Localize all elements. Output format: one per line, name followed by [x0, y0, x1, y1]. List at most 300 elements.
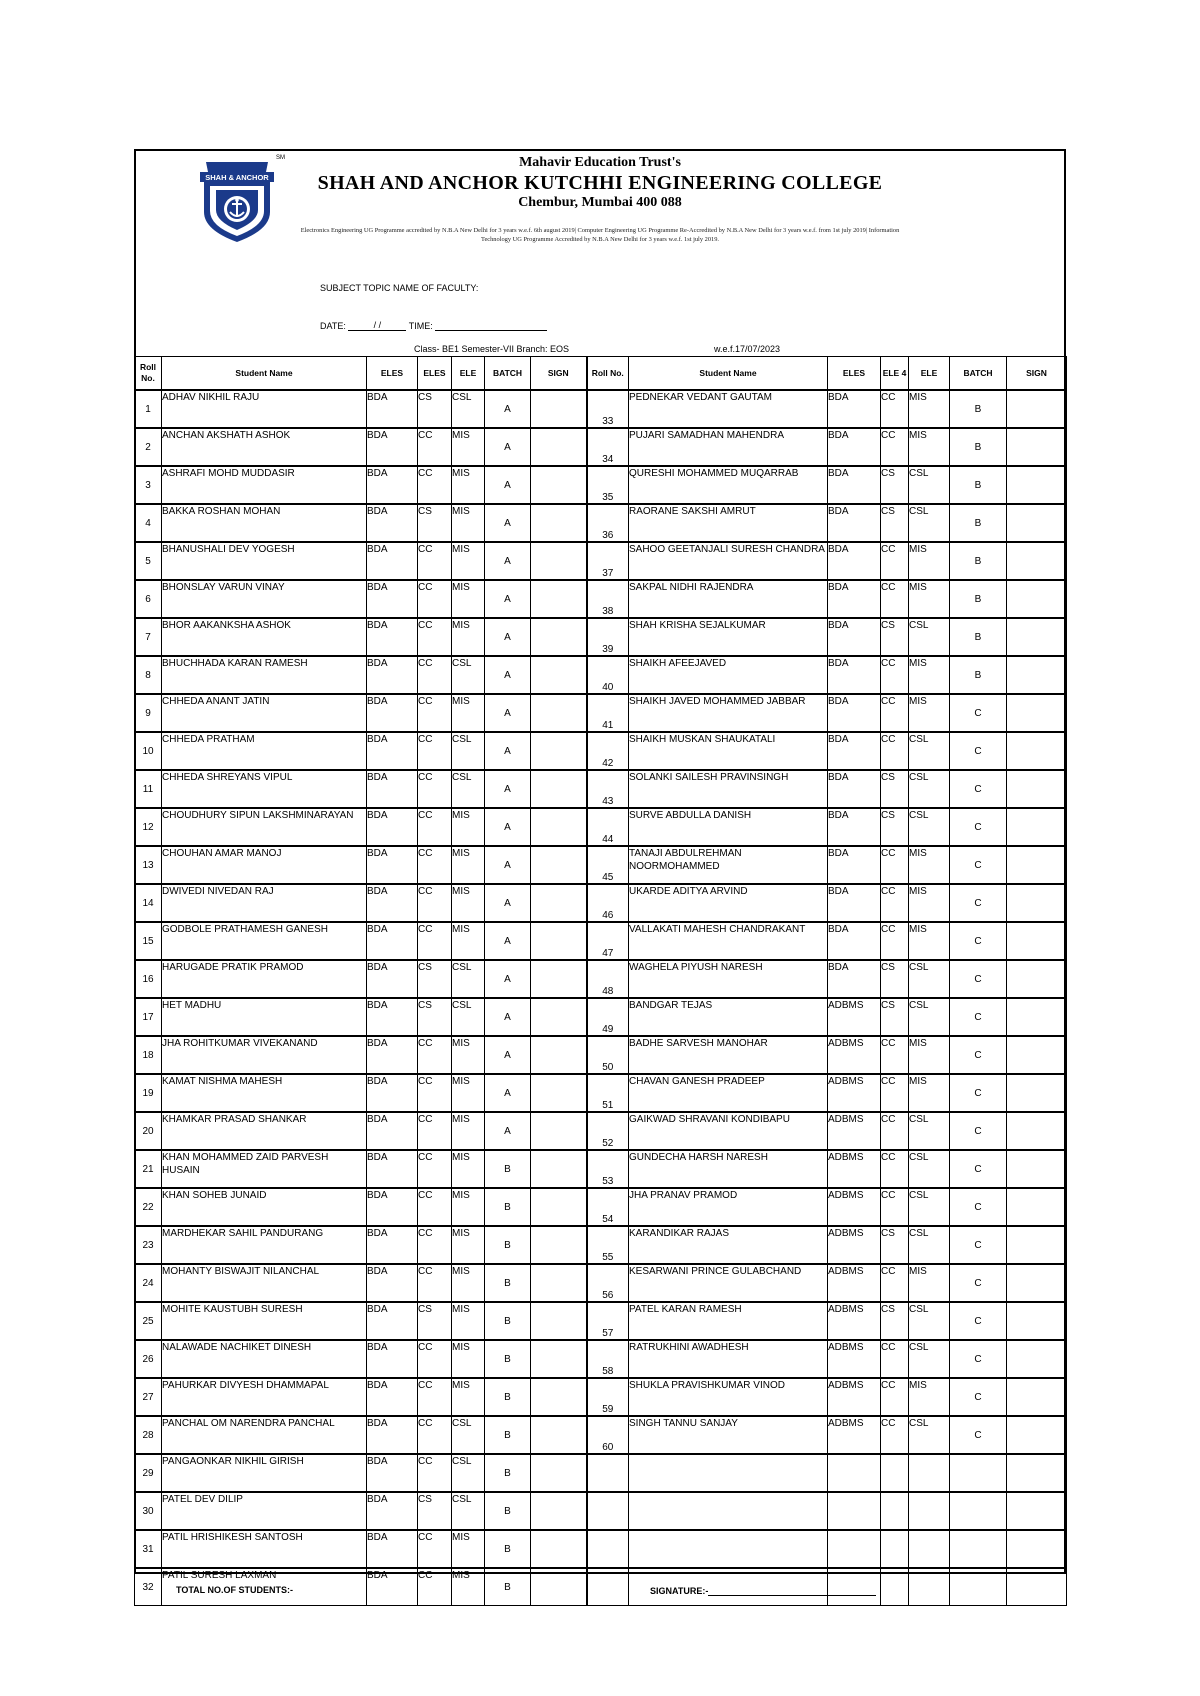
roll-number: 8: [135, 656, 162, 694]
roll-number: 35: [587, 466, 629, 504]
elective-1: ADBMS: [828, 1378, 881, 1416]
elective-2: CC: [881, 922, 909, 960]
batch: B: [950, 504, 1007, 542]
batch: A: [485, 884, 531, 922]
sign-cell: [1007, 1454, 1067, 1492]
batch: B: [950, 580, 1007, 618]
batch: B: [485, 1454, 531, 1492]
elective-3: MIS: [452, 1302, 485, 1340]
elective-2: CC: [418, 1188, 452, 1226]
student-name: PANGAONKAR NIKHIL GIRISH: [162, 1454, 367, 1492]
batch: B: [950, 466, 1007, 504]
batch: A: [485, 846, 531, 884]
batch: A: [485, 466, 531, 504]
sign-cell: [1007, 1036, 1067, 1074]
student-name: JHA PRANAV PRAMOD: [629, 1188, 828, 1226]
roll-header-left: Roll No.: [135, 357, 162, 391]
batch: C: [950, 1302, 1007, 1340]
elective-1: BDA: [828, 466, 881, 504]
elective-2: [881, 1530, 909, 1568]
sign-cell: [1007, 1340, 1067, 1378]
batch: B: [485, 1340, 531, 1378]
elective-3: MIS: [452, 884, 485, 922]
elective-2: CC: [881, 1188, 909, 1226]
table-row: [135, 428, 1067, 466]
sign-cell: [531, 390, 587, 428]
student-name: BAKKA ROSHAN MOHAN: [162, 504, 367, 542]
elective-2: CC: [881, 1036, 909, 1074]
elective-3: CSL: [452, 732, 485, 770]
elective-3: MIS: [452, 542, 485, 580]
roll-number: 28: [135, 1416, 162, 1454]
student-name: MOHITE KAUSTUBH SURESH: [162, 1302, 367, 1340]
roll-number: 23: [135, 1226, 162, 1264]
batch: C: [950, 1340, 1007, 1378]
name-header-right: Student Name: [629, 357, 828, 391]
time-value-line: [435, 320, 547, 331]
roll-number: 17: [135, 998, 162, 1036]
student-name: SURVE ABDULLA DANISH: [629, 808, 828, 846]
elective-1: BDA: [367, 808, 418, 846]
roll-number: 37: [587, 542, 629, 580]
batch: A: [485, 542, 531, 580]
elective-3: CSL: [452, 1454, 485, 1492]
sign-cell: [1007, 884, 1067, 922]
roll-number: [587, 1492, 629, 1530]
elective-1: BDA: [367, 542, 418, 580]
table-row: [135, 960, 1067, 998]
student-name: SAHOO GEETANJALI SURESH CHANDRA: [629, 542, 828, 580]
table-row: [135, 732, 1067, 770]
elective-2: CC: [418, 1454, 452, 1492]
roll-number: 44: [587, 808, 629, 846]
elective-1: BDA: [828, 732, 881, 770]
elective-1: BDA: [367, 1112, 418, 1150]
student-name: WAGHELA PIYUSH NARESH: [629, 960, 828, 998]
elective-2: CS: [881, 1302, 909, 1340]
elective-3: MIS: [452, 1226, 485, 1264]
elective-3: CSL: [909, 1340, 950, 1378]
batch: A: [485, 390, 531, 428]
elective-1: BDA: [367, 770, 418, 808]
table-row: [135, 1416, 1067, 1454]
student-name: [629, 1454, 828, 1492]
roll-number: 43: [587, 770, 629, 808]
elective-3: MIS: [909, 846, 950, 884]
elective-2: CS: [418, 960, 452, 998]
sign-cell: [531, 1112, 587, 1150]
student-name: RAORANE SAKSHI AMRUT: [629, 504, 828, 542]
student-name: BADHE SARVESH MANOHAR: [629, 1036, 828, 1074]
student-name: MARDHEKAR SAHIL PANDURANG: [162, 1226, 367, 1264]
elective-3: MIS: [452, 1530, 485, 1568]
time-label: TIME:: [408, 321, 433, 331]
sign-cell: [1007, 732, 1067, 770]
elective-1: BDA: [828, 428, 881, 466]
elective-1: ADBMS: [828, 1264, 881, 1302]
elective-3: MIS: [452, 694, 485, 732]
elective-3: MIS: [452, 428, 485, 466]
sign-cell: [531, 1036, 587, 1074]
sign-cell: [531, 770, 587, 808]
batch: B: [485, 1150, 531, 1188]
roll-number: 13: [135, 846, 162, 884]
student-name: BHUCHHADA KARAN RAMESH: [162, 656, 367, 694]
roll-number: 42: [587, 732, 629, 770]
student-name: PAHURKAR DIVYESH DHAMMAPAL: [162, 1378, 367, 1416]
elective-1: [828, 1492, 881, 1530]
elective-2: CC: [881, 1378, 909, 1416]
student-name: NALAWADE NACHIKET DINESH: [162, 1340, 367, 1378]
batch-header-left: BATCH: [485, 357, 531, 391]
elective-3: CSL: [909, 732, 950, 770]
roll-header-right: Roll No.: [587, 357, 629, 391]
roll-number: 12: [135, 808, 162, 846]
student-name: UKARDE ADITYA ARVIND: [629, 884, 828, 922]
elective-3: MIS: [452, 1150, 485, 1188]
elective-1: [828, 1530, 881, 1568]
batch: C: [950, 1150, 1007, 1188]
student-name: KHAN MOHAMMED ZAID PARVESH HUSAIN: [162, 1150, 367, 1188]
sign-cell: [531, 504, 587, 542]
sign-cell: [531, 618, 587, 656]
batch: C: [950, 1264, 1007, 1302]
elective-2: CS: [881, 998, 909, 1036]
signature-field: [650, 1585, 876, 1596]
elective-1: BDA: [828, 542, 881, 580]
sign-cell: [531, 1226, 587, 1264]
batch: A: [485, 998, 531, 1036]
elective-3: CSL: [909, 504, 950, 542]
table-row: [135, 504, 1067, 542]
elective-1: BDA: [367, 390, 418, 428]
sign-cell: [1007, 504, 1067, 542]
student-name: KARANDIKAR RAJAS: [629, 1226, 828, 1264]
elective-1: BDA: [828, 846, 881, 884]
elective-3: MIS: [909, 542, 950, 580]
roll-number: 46: [587, 884, 629, 922]
student-name: CHHEDA ANANT JATIN: [162, 694, 367, 732]
elective-2: CS: [881, 770, 909, 808]
roll-number: 9: [135, 694, 162, 732]
elective-1: BDA: [367, 998, 418, 1036]
ele3-header-right: ELE: [909, 357, 950, 391]
sign-cell: [531, 1340, 587, 1378]
elective-3: CSL: [909, 618, 950, 656]
signature-label: SIGNATURE:-: [650, 1586, 709, 1596]
roll-number: 2: [135, 428, 162, 466]
elective-3: [909, 1492, 950, 1530]
elective-1: BDA: [367, 1568, 418, 1606]
batch: A: [485, 1112, 531, 1150]
sign-cell: [531, 1150, 587, 1188]
student-name: PUJARI SAMADHAN MAHENDRA: [629, 428, 828, 466]
table-row: [135, 922, 1067, 960]
table-row: [135, 1036, 1067, 1074]
batch: B: [485, 1416, 531, 1454]
batch: B: [485, 1226, 531, 1264]
elective-1: BDA: [367, 922, 418, 960]
sign-cell: [531, 466, 587, 504]
sign-cell: [531, 1530, 587, 1568]
elective-2: CC: [881, 656, 909, 694]
student-name: PATEL KARAN RAMESH: [629, 1302, 828, 1340]
sign-cell: [531, 1074, 587, 1112]
roll-number: 21: [135, 1150, 162, 1188]
table-header: [135, 357, 1067, 391]
sign-cell: [1007, 542, 1067, 580]
batch: C: [950, 1074, 1007, 1112]
elective-3: MIS: [452, 1036, 485, 1074]
elective-3: [909, 1530, 950, 1568]
batch: B: [485, 1302, 531, 1340]
student-name: SHAIKH JAVED MOHAMMED JABBAR: [629, 694, 828, 732]
student-name: GAIKWAD SHRAVANI KONDIBAPU: [629, 1112, 828, 1150]
table-row: [135, 694, 1067, 732]
elective-3: CSL: [909, 770, 950, 808]
elective-2: CS: [881, 1226, 909, 1264]
elective-3: MIS: [452, 466, 485, 504]
sign-cell: [531, 1378, 587, 1416]
table-row: [135, 1188, 1067, 1226]
elective-1: BDA: [367, 1074, 418, 1112]
student-name: PATIL HRISHIKESH SANTOSH: [162, 1530, 367, 1568]
elective-3: MIS: [909, 694, 950, 732]
elective-2: CC: [418, 1036, 452, 1074]
roll-number: [587, 1530, 629, 1568]
elective-1: BDA: [367, 1492, 418, 1530]
student-name: PANCHAL OM NARENDRA PANCHAL: [162, 1416, 367, 1454]
elective-2: CS: [418, 390, 452, 428]
roll-number: 3: [135, 466, 162, 504]
elective-2: CC: [418, 1226, 452, 1264]
elective-2: CS: [881, 466, 909, 504]
elective-2: CC: [418, 1264, 452, 1302]
elective-1: BDA: [367, 1416, 418, 1454]
student-name: GUNDECHA HARSH NARESH: [629, 1150, 828, 1188]
batch: B: [950, 542, 1007, 580]
roll-number: 53: [587, 1150, 629, 1188]
student-name: [629, 1530, 828, 1568]
student-name: KAMAT NISHMA MAHESH: [162, 1074, 367, 1112]
sign-cell: [1007, 580, 1067, 618]
sign-cell: [1007, 1302, 1067, 1340]
student-name: MOHANTY BISWAJIT NILANCHAL: [162, 1264, 367, 1302]
elective-1: [828, 1454, 881, 1492]
batch: B: [950, 390, 1007, 428]
roll-number: 50: [587, 1036, 629, 1074]
elective-1: BDA: [367, 694, 418, 732]
roll-number: 6: [135, 580, 162, 618]
elective-1: BDA: [828, 960, 881, 998]
batch: C: [950, 1226, 1007, 1264]
elective-2: CC: [881, 1150, 909, 1188]
student-name: TANAJI ABDULREHMAN NOORMOHAMMED: [629, 846, 828, 884]
elective-2: CC: [418, 694, 452, 732]
elective-1: ADBMS: [828, 1416, 881, 1454]
elective-3: MIS: [909, 1074, 950, 1112]
elective-2: CC: [418, 618, 452, 656]
batch: A: [485, 922, 531, 960]
student-name: [629, 1492, 828, 1530]
elective-2: CC: [418, 1112, 452, 1150]
elective-3: MIS: [909, 884, 950, 922]
elective-1: BDA: [367, 1264, 418, 1302]
table-row: [135, 618, 1067, 656]
elective-3: MIS: [909, 922, 950, 960]
batch: A: [485, 808, 531, 846]
batch: [950, 1530, 1007, 1568]
roll-number: 38: [587, 580, 629, 618]
sign-cell: [531, 542, 587, 580]
elective-1: ADBMS: [828, 1036, 881, 1074]
batch: A: [485, 580, 531, 618]
elective-2: CC: [881, 580, 909, 618]
roll-number: 26: [135, 1340, 162, 1378]
table-row: [135, 1454, 1067, 1492]
elective-2: CS: [418, 998, 452, 1036]
sign-cell: [1007, 618, 1067, 656]
subject-label: SUBJECT TOPIC NAME OF FACULTY:: [320, 283, 479, 293]
roll-number: 19: [135, 1074, 162, 1112]
elective-1: BDA: [828, 504, 881, 542]
batch: C: [950, 884, 1007, 922]
elective-2: CC: [881, 884, 909, 922]
batch: C: [950, 1036, 1007, 1074]
signature-line: [708, 1585, 876, 1596]
elective-2: CS: [418, 504, 452, 542]
elective-3: MIS: [452, 1112, 485, 1150]
ele2-header-right: ELE 4: [881, 357, 909, 391]
elective-2: CC: [881, 1074, 909, 1112]
student-name: DWIVEDI NIVEDAN RAJ: [162, 884, 367, 922]
roll-number: 39: [587, 618, 629, 656]
elective-3: MIS: [452, 1264, 485, 1302]
elective-3: CSL: [909, 998, 950, 1036]
table-row: [135, 1112, 1067, 1150]
roll-number: 5: [135, 542, 162, 580]
elective-2: CC: [418, 580, 452, 618]
elective-2: CC: [418, 1340, 452, 1378]
elective-2: CC: [418, 466, 452, 504]
student-name: HET MADHU: [162, 998, 367, 1036]
roll-number: 49: [587, 998, 629, 1036]
table-row: [135, 390, 1067, 428]
elective-2: CC: [881, 1416, 909, 1454]
student-name: PEDNEKAR VEDANT GAUTAM: [629, 390, 828, 428]
sign-cell: [1007, 1378, 1067, 1416]
sign-cell: [531, 846, 587, 884]
batch: B: [950, 656, 1007, 694]
elective-2: CS: [881, 504, 909, 542]
elective-2: CC: [881, 846, 909, 884]
sign-cell: [1007, 656, 1067, 694]
sign-cell: [1007, 960, 1067, 998]
elective-1: BDA: [828, 390, 881, 428]
elective-3: CSL: [909, 960, 950, 998]
elective-3: MIS: [452, 618, 485, 656]
elective-3: MIS: [909, 656, 950, 694]
table-row: [135, 1530, 1067, 1568]
batch: [950, 1492, 1007, 1530]
elective-3: MIS: [909, 580, 950, 618]
elective-3: CSL: [909, 466, 950, 504]
student-name: SHAH KRISHA SEJALKUMAR: [629, 618, 828, 656]
student-name: SOLANKI SAILESH PRAVINSINGH: [629, 770, 828, 808]
class-info: Class- BE1 Semester-VII Branch: EOS: [414, 344, 570, 354]
elective-1: BDA: [367, 466, 418, 504]
roll-number: 55: [587, 1226, 629, 1264]
elective-3: MIS: [452, 580, 485, 618]
table-row: [135, 656, 1067, 694]
batch: C: [950, 846, 1007, 884]
elective-3: CSL: [909, 1302, 950, 1340]
elective-1: ADBMS: [828, 1074, 881, 1112]
elective-2: CC: [881, 1340, 909, 1378]
batch: A: [485, 732, 531, 770]
elective-2: CC: [418, 1568, 452, 1606]
elective-2: CC: [418, 770, 452, 808]
table-row: [135, 808, 1067, 846]
student-name: BANDGAR TEJAS: [629, 998, 828, 1036]
elective-1: ADBMS: [828, 1188, 881, 1226]
elective-2: CS: [881, 960, 909, 998]
elective-1: BDA: [367, 618, 418, 656]
sign-cell: [531, 808, 587, 846]
sign-cell: [531, 1492, 587, 1530]
batch: C: [950, 770, 1007, 808]
elective-2: CS: [881, 808, 909, 846]
sign-cell: [531, 694, 587, 732]
roll-number: 4: [135, 504, 162, 542]
batch: C: [950, 922, 1007, 960]
sign-cell: [1007, 1264, 1067, 1302]
elective-1: BDA: [367, 732, 418, 770]
elective-3: MIS: [452, 1378, 485, 1416]
elective-3: MIS: [452, 1340, 485, 1378]
logo-sm-mark: SM: [276, 155, 285, 161]
student-name: CHAVAN GANESH PRADEEP: [629, 1074, 828, 1112]
elective-3: [909, 1568, 950, 1606]
college-address: Chembur, Mumbai 400 088: [518, 195, 682, 210]
elective-1: BDA: [828, 580, 881, 618]
elective-1: BDA: [367, 1340, 418, 1378]
batch-header-right: BATCH: [950, 357, 1007, 391]
eles-header-left: ELES: [367, 357, 418, 391]
sign-header-left: SIGN: [531, 357, 587, 391]
batch: A: [485, 618, 531, 656]
table-row: [135, 1264, 1067, 1302]
student-name: CHOUDHURY SIPUN LAKSHMINARAYAN: [162, 808, 367, 846]
eles-header-right: ELES: [828, 357, 881, 391]
student-name: SHUKLA PRAVISHKUMAR VINOD: [629, 1378, 828, 1416]
elective-2: CC: [881, 428, 909, 466]
elective-2: CC: [881, 542, 909, 580]
ele3-header-left: ELE: [452, 357, 485, 391]
elective-3: MIS: [452, 922, 485, 960]
sign-cell: [531, 1264, 587, 1302]
table-row: [135, 1150, 1067, 1188]
sign-cell: [1007, 1416, 1067, 1454]
roll-number: 30: [135, 1492, 162, 1530]
elective-1: BDA: [367, 1036, 418, 1074]
roll-number: 56: [587, 1264, 629, 1302]
accreditation-note: Electronics Engineering UG Programme accredited by N.B.A New Delhi for 3 years w.e.f. 6th august 2019| Computer Engineering UG Programme Re-Accredited by N.B.A New Delhi for 3 years w.e.f. from 1st july 2019| Information Technology UG Programme Accredited by N.B.A New Delhi for 3 years w.e.f. 1st july 2019.: [300, 227, 900, 243]
elective-2: CC: [418, 922, 452, 960]
sign-cell: [1007, 1188, 1067, 1226]
elective-3: MIS: [452, 504, 485, 542]
elective-1: BDA: [828, 770, 881, 808]
